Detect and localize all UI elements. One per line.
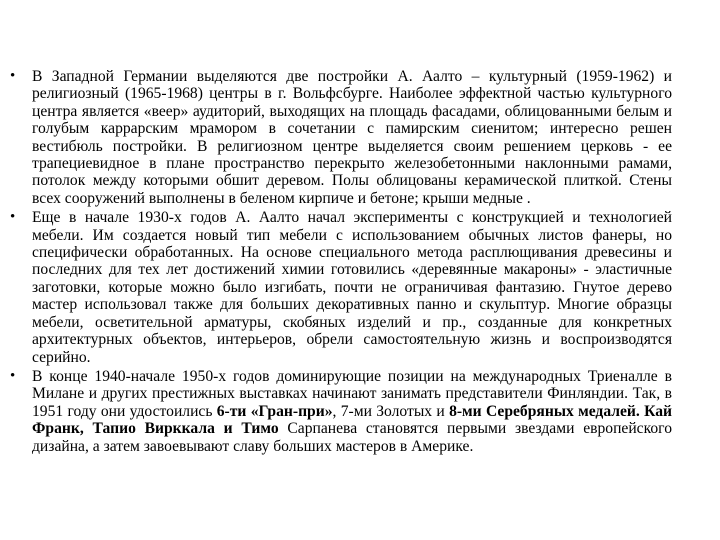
paragraph-wolfsburg-centers: В Западной Германии выделяются две постройки А. Аалто – культурный (1959-1962) и религиозный (1965-1968) центры в г. Вольфсбурге. Наиболее эффектной частью культурного центра является «веер» аудиторий, выходящих на площадь фасадами, облицованными белым и голубым каррарским мрамором в сочетании с памирским сиенитом; интересно решен вестибюль постройки. В религиозном центре выделяется своим решением церковь - ее трапециевидное в плане пространство перекрыто железобетонными наклонными рамами, потолок между которыми обшит деревом. Полы облицованы керамической плиткой. Стены всех сооружений выполнены в беленом кирпиче и бетоне; крыши медные . — [32, 68, 672, 207]
bullet-item-3 — [10, 368, 672, 455]
text-triennale-intro: В конце 1940-начале 1950-х годов доминирующие позиции на международных Триеналле в Милане и других престижных выставках начинают занимать представители Финляндии. Так, в 1951 году они удостоились — [32, 367, 672, 420]
bullet-icon: • — [10, 209, 16, 226]
text-gold-medals: , 7-ми Золотых и — [332, 402, 450, 420]
text-grand-prix: 6-ти «Гран-при» — [216, 402, 333, 420]
paragraph-finnish-design — [32, 368, 672, 455]
bullet-item-2 — [10, 209, 672, 366]
bullet-item-1 — [10, 68, 672, 207]
text-silver-medals-designers: 8-ми Серебряных медалей. Кай Франк, Тапио Вирккала и Тимо — [32, 402, 673, 438]
bullet-list — [10, 68, 672, 457]
bullet-icon: • — [10, 68, 16, 84]
bullet-icon: • — [10, 367, 16, 384]
text-sarpaneva-conclusion: Сарпанева становятся первыми звездами европейского дизайна, а затем завоевывают славу больших мастеров в Америке. — [32, 420, 672, 455]
paragraph-furniture-experiments: Еще в начале 1930-х годов А. Аалто начал эксперименты с конструкцией и технологией мебели. Им создается новый тип мебели с использованием обычных листов фанеры, но специфически обработанных. На основе специального метода расплющивания древесины и последних для тех лет достижений химии готовились «деревянные макароны» - эластичные заготовки, которые можно было изгибать, почти не ограничивая фантазию. Гнутое дерево мастер использовал также для больших декоративных панно и скульптур. Многие образцы мебели, осветительной арматуры, скобяных изделий и пр., созданные для конкретных архитектурных объектов, интерьеров, обрели самостоятельную жизнь и воспроизводятся серийно. — [32, 209, 672, 366]
